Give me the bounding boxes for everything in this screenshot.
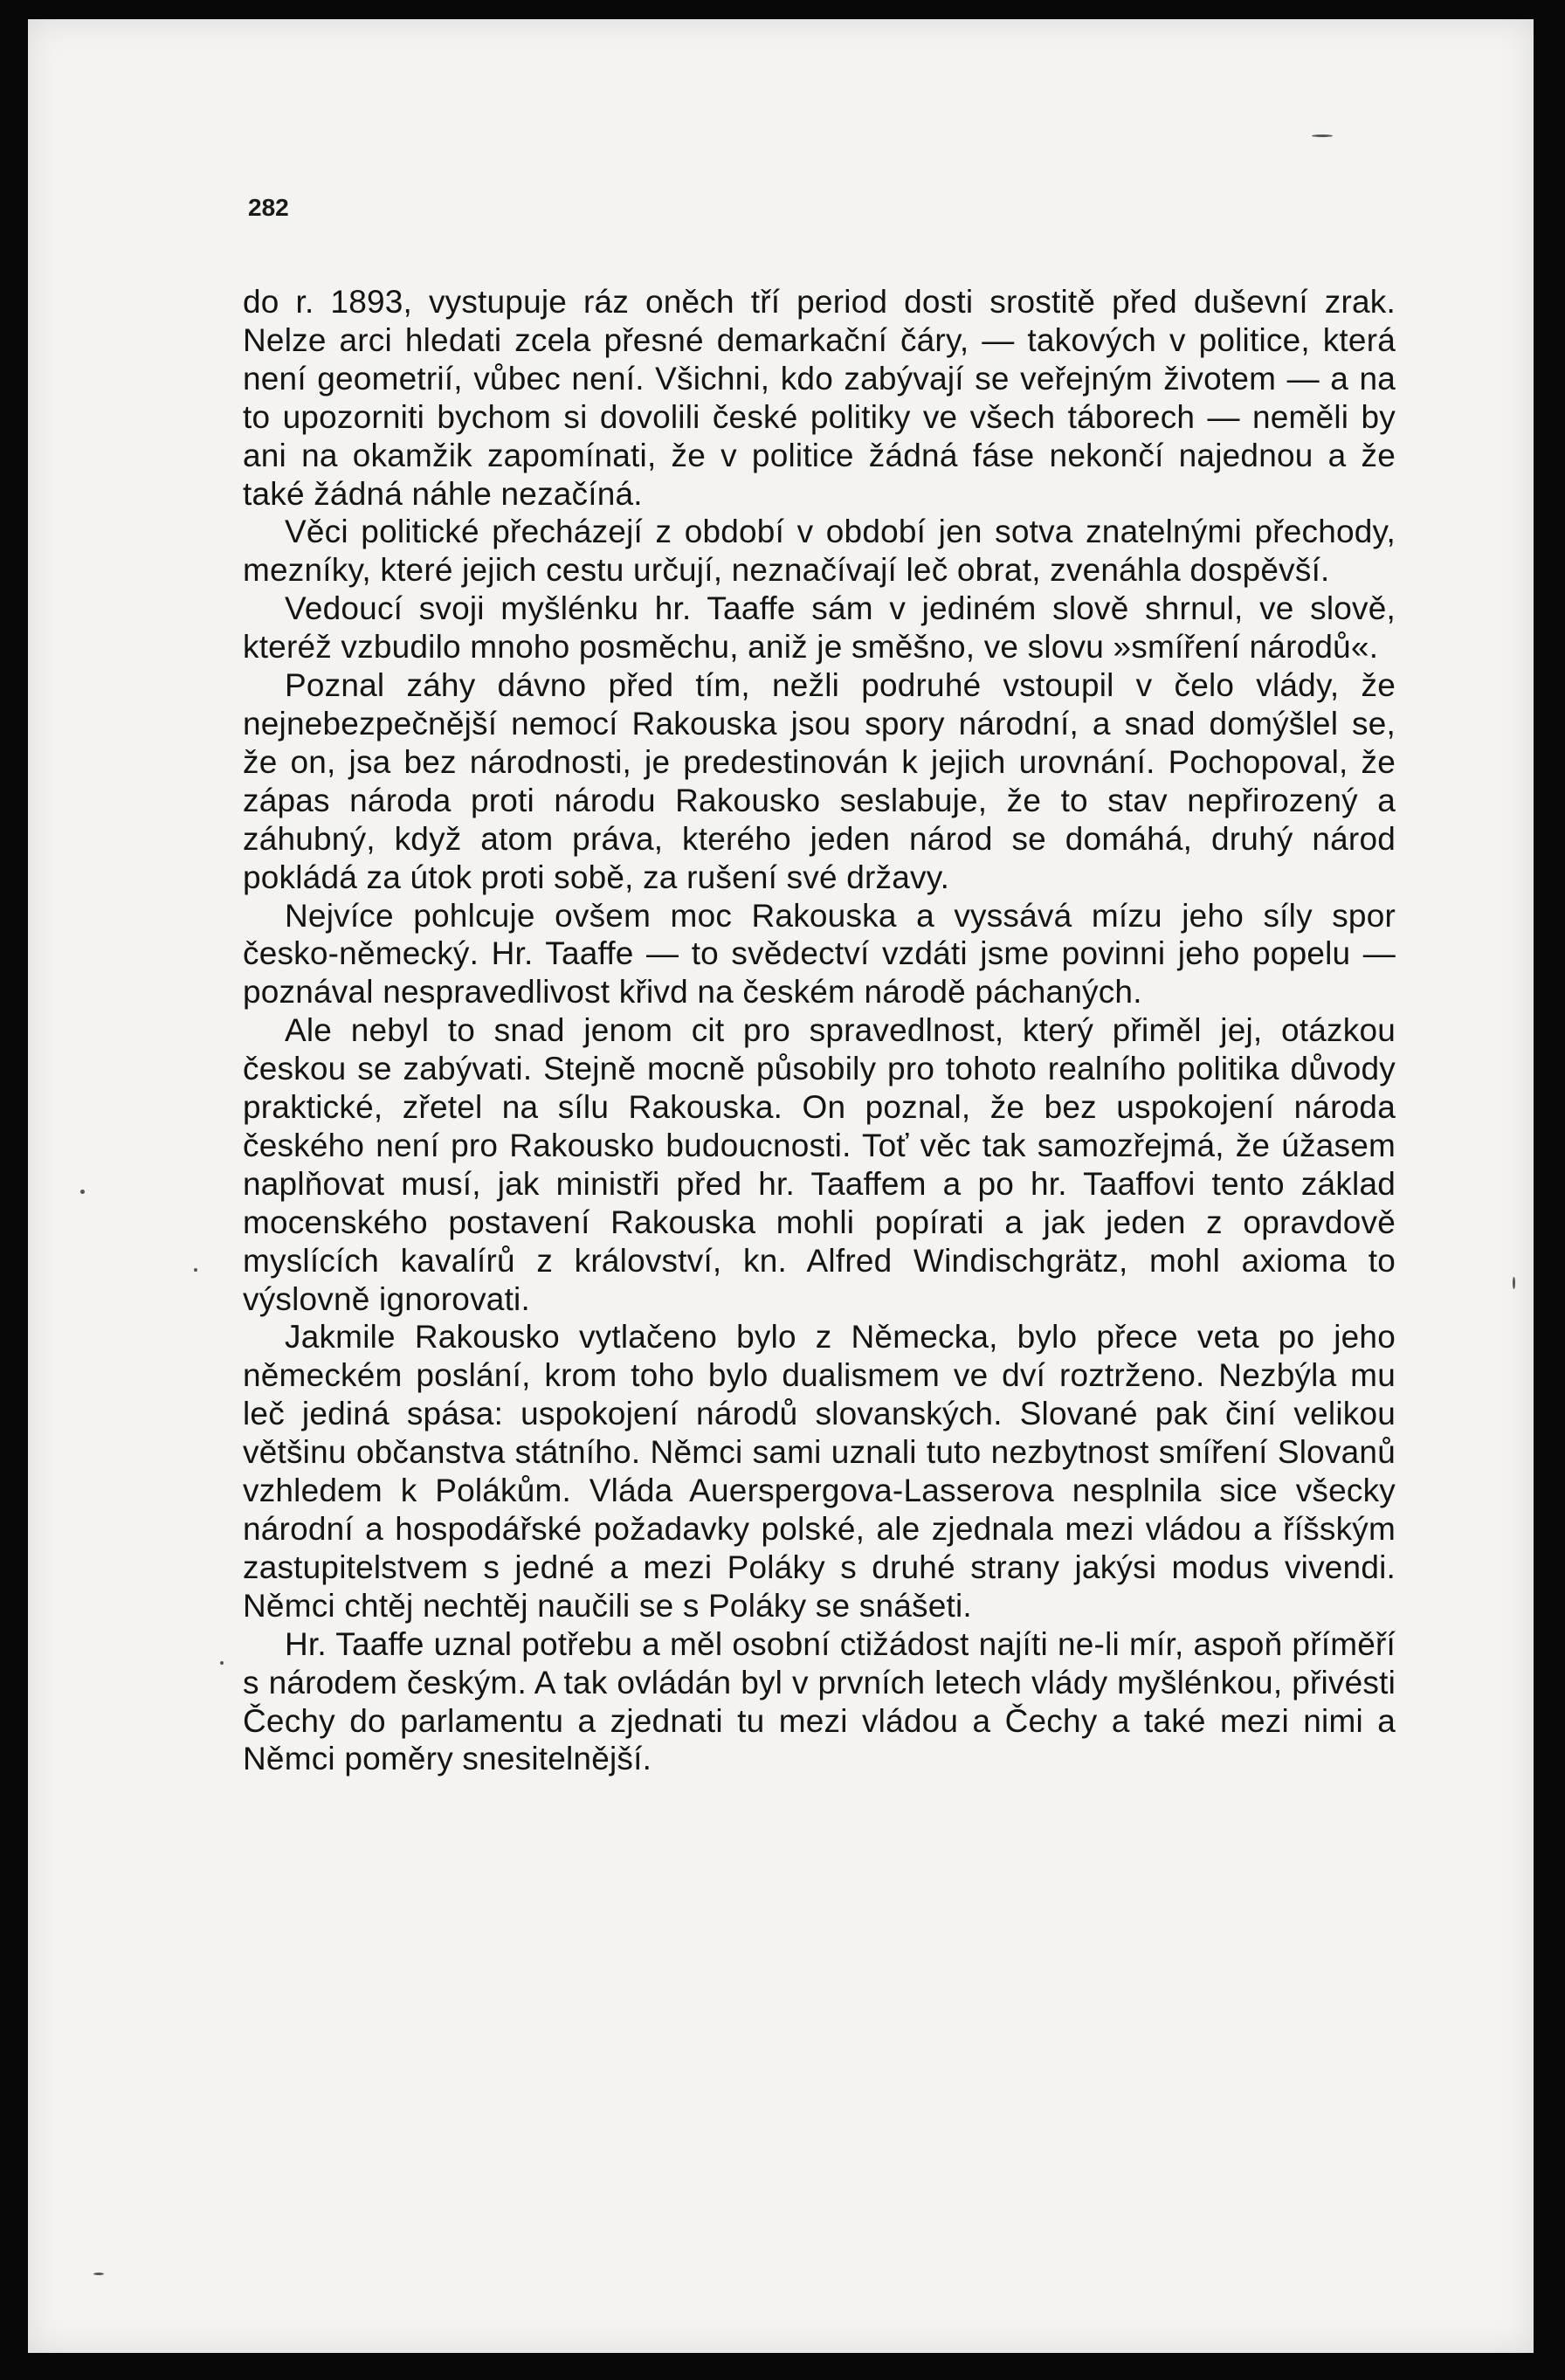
- scan-speck: [1312, 135, 1333, 137]
- paragraph-3: Vedoucí svoji myšlénku hr. Taaffe sám v jediném slově shrnul, ve slově, kteréž vzbudilo mnoho posměchu, aniž je směšno, ve slovu »smíření národů«.: [243, 590, 1396, 666]
- scan-speck: [80, 1190, 85, 1194]
- scan-speck: [93, 2273, 104, 2275]
- paragraph-5: Nejvíce pohlcuje ovšem moc Rakouska a vyssává mízu jeho síly spor česko-německý. Hr. Taaffe — to svědectví vzdáti jsme povinni jeho popelu — poznával nespravedlivost křivd na českém národě páchaných.: [243, 897, 1396, 1011]
- book-page: [28, 19, 1534, 2353]
- page-number: 282: [248, 194, 289, 221]
- paragraph-2: Věci politické přecházejí z období v období jen sotva znatelnými přechody, mezníky, které jejich cestu určují, neznačívají leč obrat, zvenáhla dospěvší.: [243, 514, 1396, 589]
- scan-speck: [220, 1661, 224, 1665]
- paragraph-6: Ale nebyl to snad jenom cit pro spravedlnost, který přiměl jej, otázkou českou se zabývati. Stejně mocně působily pro tohoto realního politika důvody praktické, zřetel na sílu Rakouska. On poznal, že bez uspokojení národa českého není pro Rakousko budoucnosti. Toť věc tak samozřejmá, že úžasem naplňovat musí, jak ministři před hr. Taaffem a po hr. Taaffovi tento základ mocenského postavení Rakouska mohli popírati a jak jeden z opravdově myslících kavalírů z království, kn. Alfred Windischgrätz, mohl axioma to výslovně ignorovati.: [243, 1012, 1396, 1317]
- paragraph-4: Poznal záhy dávno před tím, nežli podruhé vstoupil v čelo vlády, že nejnebezpečnější nemocí Rakouska jsou spory národní, a snad domýšlel se, že on, jsa bez národnosti, je predestinován k jejich urovnání. Pochopoval, že zápas národa proti národu Rakousko seslabuje, že to stav nepřirozený a záhubný, když atom práva, kterého jeden národ se domáhá, druhý národ pokládá za útok proti sobě, za rušení své državy.: [243, 667, 1396, 895]
- body-text: [243, 283, 1396, 1778]
- scan-speck: [1513, 1277, 1515, 1289]
- paragraph-8: Hr. Taaffe uznal potřebu a měl osobní ctižádost najíti ne-li mír, aspoň příměří s národem českým. A tak ovládán byl v prvních letech vlády myšlénkou, přivésti Čechy do parlamentu a zjednati tu mezi vládou a Čechy a také mezi nimi a Němci poměry snesitelnější.: [243, 1625, 1396, 1777]
- paragraph-7: Jakmile Rakousko vytlačeno bylo z Německa, bylo přece veta po jeho německém poslání, krom toho bylo dualismem ve dví roztrženo. Nezbýla mu leč jediná spása: uspokojení národů slovanských. Slované pak činí velikou většinu občanstva státního. Němci sami uznali tuto nezbytnost smíření Slovanů vzhledem k Polákům. Vláda Auerspergova-Lasserova nesplnila sice všecky národní a hospodářské požadavky polské, ale zjednala mezi vládou a říšským zastupitelstvem s jedné a mezi Poláky s druhé strany jakýsi modus vivendi. Němci chtěj nechtěj naučili se s Poláky se snášeti.: [243, 1319, 1396, 1624]
- scan-speck: [194, 1268, 197, 1272]
- paragraph-1: do r. 1893, vystupuje ráz oněch tří period dosti srostitě před duševní zrak. Nelze arci hledati zcela přesné demarkační čáry, — takových v politice, která není geometrií, vůbec není. Všichni, kdo zabývají se veřejným životem — a na to upozorniti bychom si dovolili české politiky ve všech táborech — neměli by ani na okamžik zapomínati, že v politice žádná fáse nekončí najednou a že také žádná náhle nezačíná.: [243, 284, 1396, 512]
